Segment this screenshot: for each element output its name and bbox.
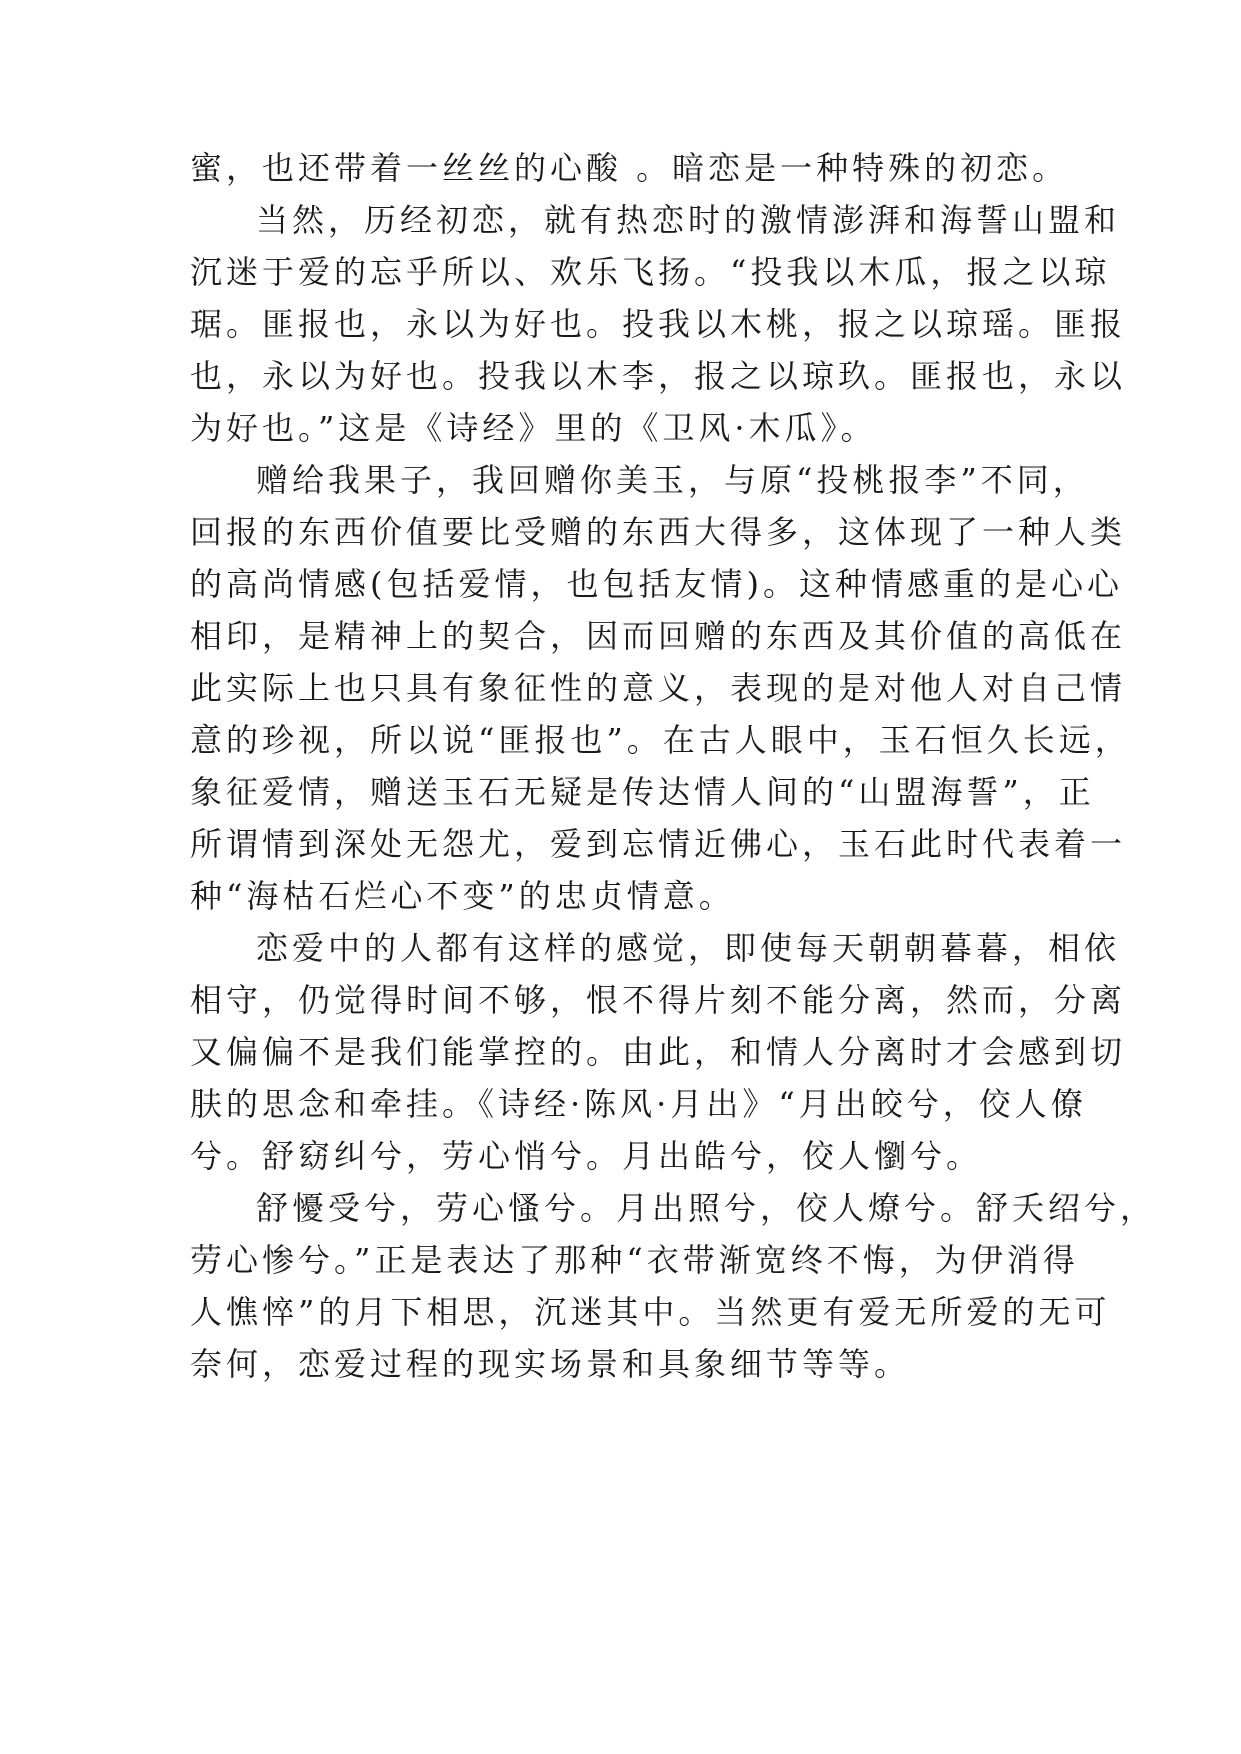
text-line: 当然，历经初恋，就有热恋时的激情澎湃和海誓山盟和 xyxy=(256,201,1121,239)
text-line: 舒懮受兮，劳心慅兮。月出照兮，佼人燎兮。舒夭绍兮， xyxy=(256,1189,1157,1227)
text-line: 赠给我果子，我回赠你美玉，与原“投桃报李”不同， xyxy=(256,461,1089,499)
text-line: 兮。舒窈纠兮，劳心悄兮。月出皓兮，佼人懰兮。 xyxy=(190,1137,983,1175)
text-line: 琚。匪报也，永以为好也。投我以木桃，报之以琼瑶。匪报 xyxy=(190,305,1127,343)
text-line: 意的珍视，所以说“匪报也”。在古人眼中，玉石恒久长远， xyxy=(190,721,1131,759)
text-line: 蜜，也还带着一丝丝的心酸 。暗恋是一种特殊的初恋。 xyxy=(190,149,1069,187)
text-line: 的高尚情感(包括爱情，也包括友情)。这种情感重的是心心 xyxy=(190,565,1123,603)
text-line: 人憔悴”的月下相思，沉迷其中。当然更有爱无所爱的无可 xyxy=(190,1293,1111,1331)
text-line: 相守，仍觉得时间不够，恨不得片刻不能分离，然而，分离 xyxy=(190,981,1127,1019)
text-line: 肤的思念和牵挂。《诗经·陈风·月出》“月出皎兮，佼人僚 xyxy=(190,1085,1087,1123)
text-line: 奈何，恋爱过程的现实场景和具象细节等等。 xyxy=(190,1345,911,1383)
text-line: 为好也。”这是《诗经》里的《卫风·木瓜》。 xyxy=(190,409,877,447)
text-line: 恋爱中的人都有这样的感觉，即使每天朝朝暮暮，相依 xyxy=(256,929,1121,967)
text-line: 所谓情到深处无怨尤，爱到忘情近佛心，玉石此时代表着一 xyxy=(190,825,1127,863)
text-line: 又偏偏不是我们能掌控的。由此，和情人分离时才会感到切 xyxy=(190,1033,1127,1071)
text-line: 种“海枯石烂心不变”的忠贞情意。 xyxy=(190,877,735,915)
text-line: 沉迷于爱的忘乎所以、欢乐飞扬。“投我以木瓜，报之以琼 xyxy=(190,253,1111,291)
text-line: 回报的东西价值要比受赠的东西大得多，这体现了一种人类 xyxy=(190,513,1127,551)
text-line: 此实际上也只具有象征性的意义，表现的是对他人对自己情 xyxy=(190,669,1127,707)
text-line: 象征爱情，赠送玉石无疑是传达情人间的“山盟海誓”，正 xyxy=(190,773,1095,811)
text-line: 相印，是精神上的契合，因而回赠的东西及其价值的高低在 xyxy=(190,617,1127,655)
text-line: 劳心惨兮。”正是表达了那种“衣带渐宽终不悔，为伊消得 xyxy=(190,1241,1079,1279)
text-line: 也，永以为好也。投我以木李，报之以琼玖。匪报也，永以 xyxy=(190,357,1127,395)
